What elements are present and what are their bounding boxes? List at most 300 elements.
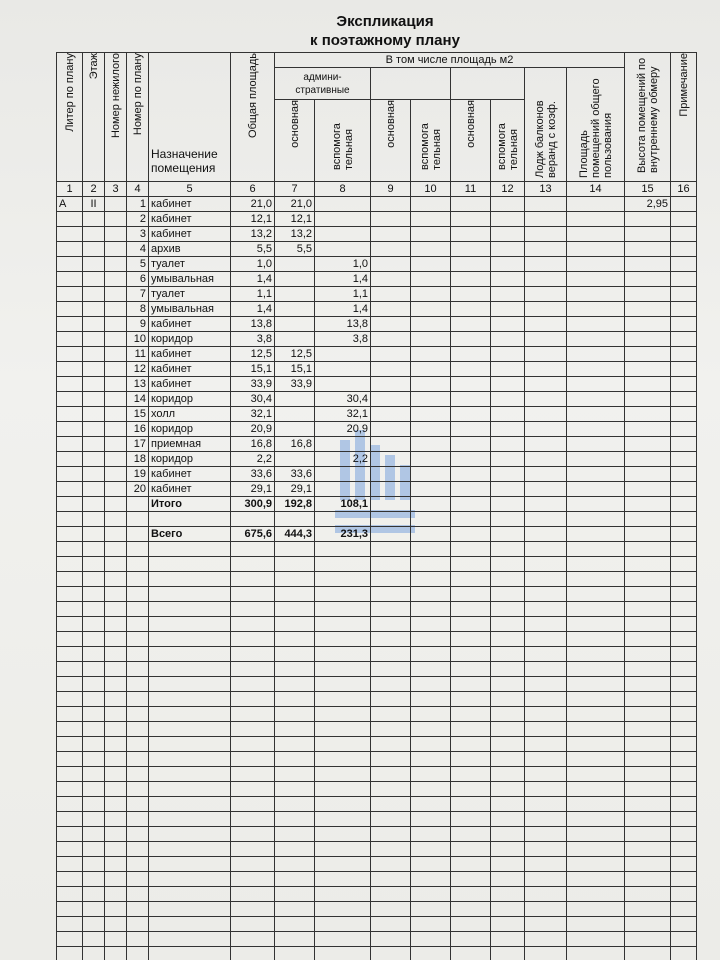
table-cell	[83, 812, 105, 827]
table-header	[57, 53, 697, 197]
table-cell	[315, 692, 371, 707]
cell-vysota	[625, 362, 671, 377]
table-cell	[57, 707, 83, 722]
cell-liter	[57, 347, 83, 362]
table-cell	[149, 632, 231, 647]
table-cell	[411, 722, 451, 737]
table-row	[57, 347, 697, 362]
table-cell	[315, 902, 371, 917]
cell-osnovnaya: 16,8	[275, 437, 315, 452]
table-cell	[105, 707, 127, 722]
table-cell	[625, 542, 671, 557]
table-cell	[371, 737, 411, 752]
cell-obshaya: 20,9	[231, 422, 275, 437]
table-cell	[451, 197, 491, 212]
cell-nomer-nezhilogo	[105, 317, 127, 332]
table-cell	[491, 692, 525, 707]
table-cell	[451, 932, 491, 947]
table-cell	[525, 677, 567, 692]
cell-etazh	[83, 332, 105, 347]
table-cell	[451, 797, 491, 812]
table-row	[57, 332, 697, 347]
table-cell	[83, 602, 105, 617]
table-cell	[525, 302, 567, 317]
table-cell	[275, 812, 315, 827]
table-cell	[371, 707, 411, 722]
table-cell	[567, 302, 625, 317]
table-cell	[149, 872, 231, 887]
table-cell	[525, 752, 567, 767]
table-cell	[127, 812, 149, 827]
table-row	[57, 407, 697, 422]
table-cell	[411, 767, 451, 782]
cell-nomer: 12	[127, 362, 149, 377]
itogo-osnovnaya: 192,8	[275, 497, 315, 512]
table-body	[57, 197, 697, 960]
table-cell	[567, 932, 625, 947]
table-cell	[491, 362, 525, 377]
table-cell	[105, 827, 127, 842]
cell-vysota	[625, 482, 671, 497]
table-cell	[525, 812, 567, 827]
cell-naznachenie: архив	[149, 242, 231, 257]
table-cell	[127, 827, 149, 842]
table-cell	[411, 782, 451, 797]
table-cell	[411, 362, 451, 377]
table-cell	[451, 707, 491, 722]
cell-vspomog: 1,4	[315, 302, 371, 317]
cell-vspomog	[315, 197, 371, 212]
empty-row	[57, 647, 697, 662]
table-cell	[371, 317, 411, 332]
table-cell	[525, 392, 567, 407]
table-cell	[411, 902, 451, 917]
table-cell	[231, 827, 275, 842]
table-cell	[491, 707, 525, 722]
table-cell	[315, 737, 371, 752]
table-cell	[315, 632, 371, 647]
table-cell	[525, 647, 567, 662]
table-cell	[275, 557, 315, 572]
table-cell	[451, 212, 491, 227]
cell-nomer-nezhilogo	[105, 302, 127, 317]
table-cell	[57, 812, 83, 827]
table-cell	[231, 812, 275, 827]
table-cell	[315, 752, 371, 767]
table-cell	[567, 497, 625, 512]
table-cell	[105, 617, 127, 632]
table-cell	[525, 557, 567, 572]
table-cell	[275, 572, 315, 587]
cell-vspomog	[315, 227, 371, 242]
table-cell	[525, 887, 567, 902]
table-cell	[625, 767, 671, 782]
table-cell	[57, 767, 83, 782]
table-row	[57, 467, 697, 482]
cell-etazh	[83, 407, 105, 422]
table-cell	[411, 692, 451, 707]
table-cell	[411, 602, 451, 617]
table-cell	[567, 887, 625, 902]
table-cell	[525, 692, 567, 707]
table-cell	[525, 827, 567, 842]
table-cell	[491, 317, 525, 332]
table-cell	[491, 272, 525, 287]
table-cell	[83, 542, 105, 557]
table-cell	[57, 752, 83, 767]
table-cell	[411, 482, 451, 497]
table-cell	[83, 647, 105, 662]
table-cell	[57, 947, 83, 960]
table-cell	[567, 662, 625, 677]
table-cell	[371, 932, 411, 947]
table-cell	[105, 902, 127, 917]
cell-vysota	[625, 242, 671, 257]
table-cell	[491, 632, 525, 647]
cell-nomer-nezhilogo	[105, 467, 127, 482]
table-cell	[671, 587, 697, 602]
empty-row	[57, 587, 697, 602]
table-cell	[525, 362, 567, 377]
itogo-row	[57, 497, 697, 512]
table-cell	[149, 512, 231, 527]
column-number: 7	[275, 182, 315, 197]
cell-naznachenie: коридор	[149, 332, 231, 347]
table-cell	[567, 737, 625, 752]
table-cell	[525, 872, 567, 887]
table-cell	[275, 797, 315, 812]
cell-vspomog: 2,2	[315, 452, 371, 467]
table-cell	[315, 662, 371, 677]
table-cell	[451, 842, 491, 857]
table-cell	[671, 797, 697, 812]
cell-vysota	[625, 437, 671, 452]
empty-row	[57, 752, 697, 767]
table-cell	[231, 872, 275, 887]
table-cell	[567, 347, 625, 362]
table-cell	[57, 797, 83, 812]
table-cell	[275, 662, 315, 677]
table-cell	[231, 782, 275, 797]
table-cell	[83, 692, 105, 707]
table-cell	[127, 617, 149, 632]
table-cell	[371, 947, 411, 960]
table-cell	[525, 332, 567, 347]
table-cell	[231, 842, 275, 857]
table-cell	[371, 512, 411, 527]
cell-liter	[57, 317, 83, 332]
table-cell	[411, 512, 451, 527]
table-cell	[567, 437, 625, 452]
table-row	[57, 422, 697, 437]
table-cell	[625, 827, 671, 842]
table-cell	[315, 542, 371, 557]
cell-etazh	[83, 317, 105, 332]
empty-row	[57, 677, 697, 692]
table-cell	[371, 842, 411, 857]
cell-naznachenie: кабинет	[149, 377, 231, 392]
table-cell	[451, 287, 491, 302]
cell-nomer: 10	[127, 332, 149, 347]
table-cell	[315, 932, 371, 947]
table-cell	[491, 227, 525, 242]
table-cell	[625, 557, 671, 572]
table-row	[57, 317, 697, 332]
table-cell	[149, 587, 231, 602]
column-number: 15	[625, 182, 671, 197]
table-cell	[371, 902, 411, 917]
table-cell	[57, 782, 83, 797]
empty-row	[57, 692, 697, 707]
column-number: 2	[83, 182, 105, 197]
table-cell	[625, 902, 671, 917]
table-cell	[625, 497, 671, 512]
table-cell	[149, 692, 231, 707]
document-title	[230, 12, 540, 50]
table-cell	[57, 542, 83, 557]
table-cell	[411, 842, 451, 857]
table-cell	[411, 497, 451, 512]
table-cell	[411, 572, 451, 587]
table-cell	[567, 557, 625, 572]
table-cell	[411, 632, 451, 647]
table-row	[57, 452, 697, 467]
cell-primechanie	[671, 317, 697, 332]
table-cell	[625, 782, 671, 797]
table-cell	[83, 632, 105, 647]
table-cell	[371, 452, 411, 467]
cell-nomer: 14	[127, 392, 149, 407]
table-cell	[127, 572, 149, 587]
table-cell	[105, 692, 127, 707]
cell-nomer: 7	[127, 287, 149, 302]
cell-osnovnaya: 12,1	[275, 212, 315, 227]
header-osnovnaya-3: основная	[464, 100, 477, 148]
cell-naznachenie: кабинет	[149, 227, 231, 242]
table-cell	[231, 662, 275, 677]
cell-etazh	[83, 467, 105, 482]
table-cell	[83, 842, 105, 857]
cell-obshaya: 29,1	[231, 482, 275, 497]
cell-vspomog	[315, 377, 371, 392]
table-cell	[127, 527, 149, 542]
table-cell	[525, 407, 567, 422]
table-cell	[567, 527, 625, 542]
table-cell	[451, 542, 491, 557]
table-cell	[315, 572, 371, 587]
table-cell	[451, 632, 491, 647]
header-nomer-nezhilogo: Номер нежилого	[109, 53, 122, 139]
cell-obshaya: 30,4	[231, 392, 275, 407]
table-cell	[411, 407, 451, 422]
table-row	[57, 302, 697, 317]
table-cell	[451, 647, 491, 662]
table-cell	[491, 512, 525, 527]
table-cell	[371, 677, 411, 692]
table-cell	[371, 722, 411, 737]
table-cell	[105, 542, 127, 557]
table-cell	[567, 227, 625, 242]
table-cell	[625, 797, 671, 812]
table-cell	[525, 782, 567, 797]
table-cell	[671, 737, 697, 752]
cell-primechanie	[671, 197, 697, 212]
cell-primechanie	[671, 362, 697, 377]
cell-nomer-nezhilogo	[105, 362, 127, 377]
table-cell	[149, 932, 231, 947]
table-cell	[671, 662, 697, 677]
table-cell	[315, 917, 371, 932]
vsego-osnovnaya: 444,3	[275, 527, 315, 542]
cell-primechanie	[671, 482, 697, 497]
table-cell	[567, 242, 625, 257]
table-cell	[231, 932, 275, 947]
cell-vspomog	[315, 347, 371, 362]
table-cell	[127, 902, 149, 917]
column-number: 5	[149, 182, 231, 197]
table-cell	[451, 272, 491, 287]
cell-etazh	[83, 437, 105, 452]
cell-osnovnaya	[275, 272, 315, 287]
table-cell	[411, 887, 451, 902]
table-cell	[491, 917, 525, 932]
table-cell	[525, 587, 567, 602]
table-cell	[275, 587, 315, 602]
table-cell	[525, 272, 567, 287]
empty-row	[57, 557, 697, 572]
table-cell	[567, 542, 625, 557]
table-cell	[567, 257, 625, 272]
table-cell	[371, 407, 411, 422]
table-row	[57, 272, 697, 287]
table-cell	[451, 782, 491, 797]
table-row	[57, 362, 697, 377]
empty-row	[57, 827, 697, 842]
table-cell	[57, 602, 83, 617]
table-cell	[127, 797, 149, 812]
table-cell	[275, 737, 315, 752]
table-cell	[127, 887, 149, 902]
table-cell	[451, 257, 491, 272]
table-cell	[567, 872, 625, 887]
table-cell	[231, 647, 275, 662]
table-cell	[411, 812, 451, 827]
table-cell	[371, 827, 411, 842]
table-cell	[525, 572, 567, 587]
table-cell	[105, 662, 127, 677]
cell-naznachenie: кабинет	[149, 347, 231, 362]
cell-liter	[57, 302, 83, 317]
table-cell	[315, 812, 371, 827]
cell-nomer: 15	[127, 407, 149, 422]
header-obshego-polzovaniya: Площадь помещений общего пользования	[577, 78, 614, 178]
table-cell	[671, 782, 697, 797]
table-cell	[231, 617, 275, 632]
table-cell	[411, 932, 451, 947]
table-cell	[491, 797, 525, 812]
table-cell	[127, 722, 149, 737]
header-vspomog-3: вспомога тельная	[495, 123, 520, 170]
table-cell	[105, 857, 127, 872]
table-cell	[83, 662, 105, 677]
cell-obshaya: 21,0	[231, 197, 275, 212]
table-cell	[491, 572, 525, 587]
table-cell	[491, 887, 525, 902]
table-cell	[411, 917, 451, 932]
table-cell	[411, 752, 451, 767]
cell-nomer-nezhilogo	[105, 392, 127, 407]
table-cell	[149, 902, 231, 917]
table-cell	[491, 587, 525, 602]
table-row	[57, 392, 697, 407]
table-cell	[451, 527, 491, 542]
table-cell	[671, 557, 697, 572]
table-cell	[491, 287, 525, 302]
table-cell	[625, 647, 671, 662]
header-primechanie: Примечание	[677, 53, 690, 117]
cell-primechanie	[671, 227, 697, 242]
empty-row	[57, 932, 697, 947]
table-cell	[671, 677, 697, 692]
table-cell	[231, 587, 275, 602]
cell-vspomog: 1,1	[315, 287, 371, 302]
table-cell	[491, 197, 525, 212]
table-cell	[371, 557, 411, 572]
table-cell	[127, 917, 149, 932]
cell-etazh	[83, 392, 105, 407]
cell-osnovnaya	[275, 302, 315, 317]
table-cell	[567, 827, 625, 842]
table-cell	[671, 647, 697, 662]
cell-naznachenie: туалет	[149, 257, 231, 272]
table-cell	[315, 677, 371, 692]
table-cell	[83, 737, 105, 752]
table-cell	[411, 647, 451, 662]
table-cell	[105, 797, 127, 812]
table-cell	[411, 542, 451, 557]
table-cell	[525, 227, 567, 242]
table-cell	[411, 857, 451, 872]
table-cell	[525, 212, 567, 227]
itogo-label: Итого	[149, 497, 231, 512]
table-cell	[127, 932, 149, 947]
cell-etazh	[83, 422, 105, 437]
table-cell	[451, 392, 491, 407]
table-cell	[127, 542, 149, 557]
table-cell	[57, 827, 83, 842]
table-cell	[411, 242, 451, 257]
cell-etazh	[83, 302, 105, 317]
table-cell	[275, 887, 315, 902]
cell-etazh	[83, 452, 105, 467]
table-cell	[315, 782, 371, 797]
table-cell	[525, 632, 567, 647]
table-cell	[525, 947, 567, 960]
table-cell	[127, 947, 149, 960]
cell-nomer-nezhilogo	[105, 197, 127, 212]
empty-row	[57, 602, 697, 617]
cell-nomer: 13	[127, 377, 149, 392]
empty-row	[57, 797, 697, 812]
cell-nomer: 2	[127, 212, 149, 227]
table-cell	[451, 317, 491, 332]
table-cell	[275, 872, 315, 887]
table-cell	[567, 272, 625, 287]
table-cell	[315, 587, 371, 602]
table-cell	[371, 482, 411, 497]
vsego-vspomog: 231,3	[315, 527, 371, 542]
table-cell	[411, 257, 451, 272]
